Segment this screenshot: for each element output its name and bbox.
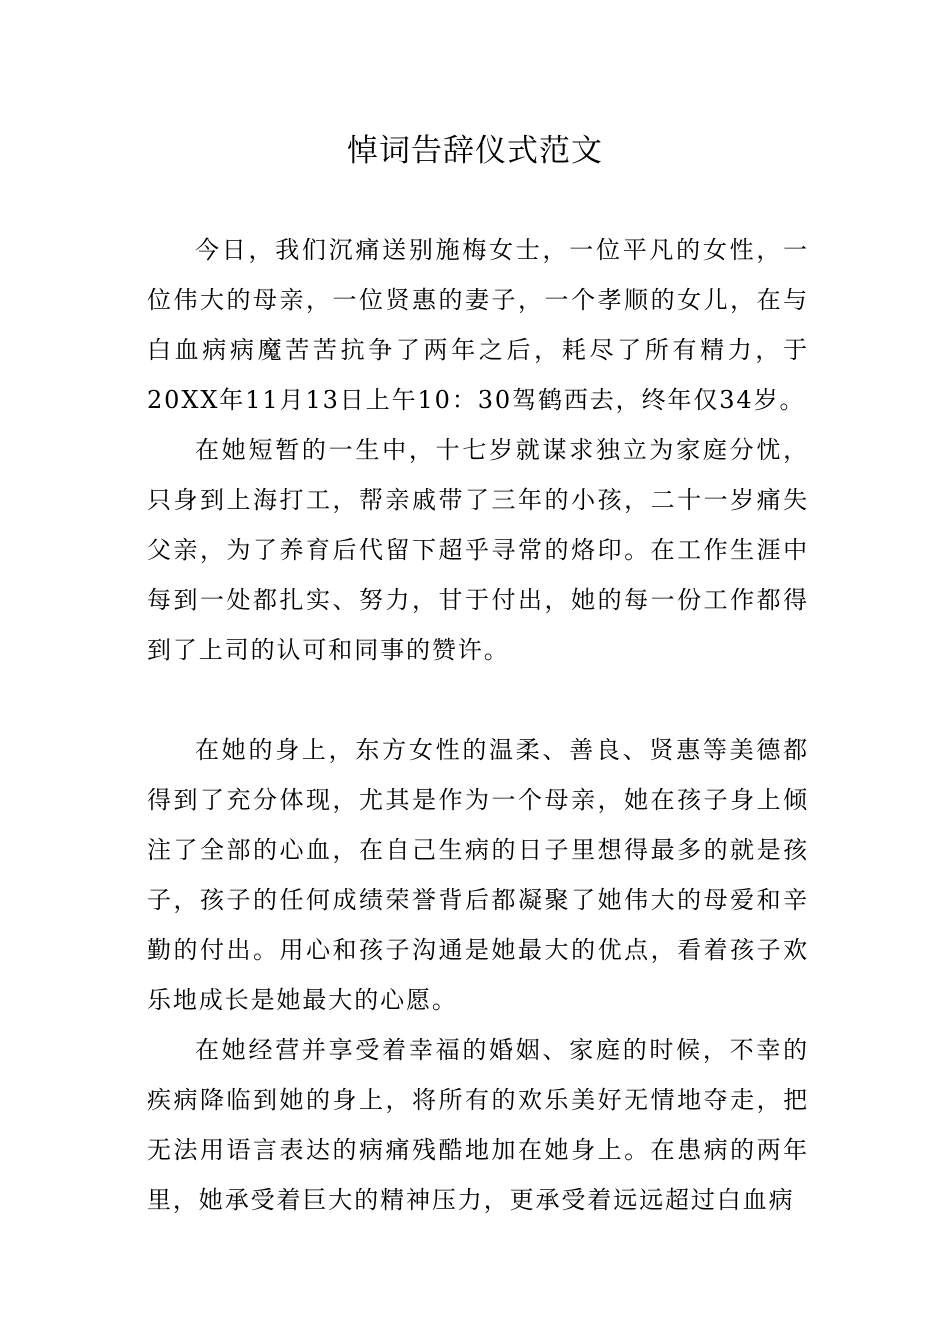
body-block-2: [147, 725, 809, 1225]
paragraph-4: 在她经营并享受着幸福的婚姻、家庭的时候，不幸的疾病降临到她的身上，将所有的欢乐美好无情地夺走，把无法用语言表达的病痛残酷地加在她身上。在患病的两年里，她承受着巨大的精神压力，更承受着远远超过白血病: [147, 1036, 809, 1214]
paragraph-3: 在她的身上，东方女性的温柔、善良、贤惠等美德都得到了充分体现，尤其是作为一个母亲，她在孩子身上倾注了全部的心血，在自己生病的日子里想得最多的就是孩子，孩子的任何成绩荣誉背后都凝聚了她伟大的母爱和辛勤的付出。用心和孩子沟通是她最大的优点，看着孩子欢乐地成长是她最大的心愿。: [147, 736, 809, 1014]
document-title: 悼词告辞仪式范文: [347, 133, 603, 169]
body-block-1: [147, 225, 809, 675]
paragraph-2: 在她短暂的一生中，十七岁就谋求独立为家庭分忧，只身到上海打工，帮亲戚带了三年的小孩，二十一岁痛失父亲，为了养育后代留下超乎寻常的烙印。在工作生涯中每到一处都扎实、努力，甘于付出，她的每一份工作都得到了上司的认可和同事的赞许。: [147, 436, 809, 664]
paragraph-1: 今日，我们沉痛送别施梅女士，一位平凡的女性，一位伟大的母亲，一位贤惠的妻子，一个孝顺的女儿，在与白血病病魔苦苦抗争了两年之后，耗尽了所有精力，于20XX年11月13日上午10：30驾鹤西去，终年仅34岁。: [147, 236, 809, 414]
